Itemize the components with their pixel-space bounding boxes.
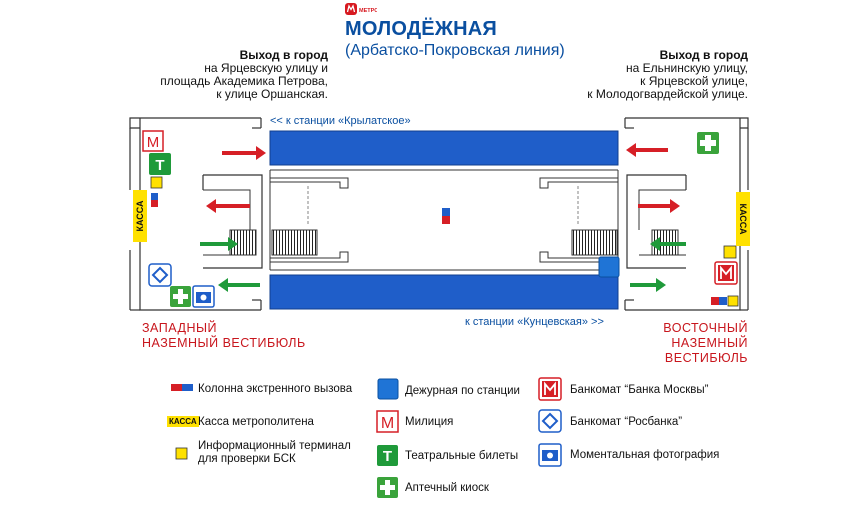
west-exit-line-1: на Ярцевскую улицу и — [204, 61, 328, 75]
pharmacy-icon — [697, 132, 719, 154]
exit-arrow-east-2 — [630, 278, 666, 292]
legend-theatre: Театральные билеты — [405, 450, 519, 462]
entry-arrow-west-1 — [222, 146, 266, 160]
east-exit-line-3: к Молодогвардейской улице. — [587, 87, 748, 101]
legend-pharmacy-icon — [377, 477, 398, 498]
track-bottom — [270, 275, 618, 309]
west-vestibule-label — [142, 321, 306, 351]
legend-kassa: Касса метрополитена — [198, 416, 314, 428]
west-stairs — [203, 175, 262, 268]
legend-duty-station-icon — [378, 379, 398, 399]
west-exit-heading: Выход в город — [239, 48, 328, 62]
west-exit-line-2: площадь Академика Петрова, — [160, 74, 328, 88]
west-vestibule-line-2: НАЗЕМНЫЙ ВЕСТИБЮЛЬ — [142, 336, 306, 350]
east-exit-line-1: на Ельнинскую улицу, — [625, 61, 748, 75]
east-exit-heading: Выход в город — [659, 48, 748, 62]
legend-atm-bank-moscow: Банкомат “Банка Москвы” — [570, 384, 709, 396]
theatre-tickets-icon — [149, 153, 171, 175]
east-exit-line-2: к Ярцевской улице, — [640, 74, 748, 88]
svg-text:Т: Т — [382, 448, 393, 465]
east-vestibule-line-1: ВОСТОЧНЫЙ — [663, 321, 748, 335]
entry-arrow-east-2 — [638, 199, 680, 213]
station-title: МОЛОДЁЖНАЯ — [345, 18, 498, 40]
svg-text:М: М — [146, 134, 160, 151]
atm-bank-moscow-icon — [715, 262, 737, 284]
legend-info-terminal-line-2: для проверки БСК — [198, 453, 296, 465]
east-vestibule-label — [598, 321, 748, 366]
legend-atm-bank-moscow-icon — [539, 378, 561, 400]
info-terminal-icon — [728, 296, 738, 306]
legend-police: Милиция — [405, 416, 454, 428]
legend-instant-photo: Моментальная фотография — [570, 449, 720, 461]
direction-krylatskoye: << к станции «Крылатское» — [270, 115, 411, 127]
kassa-west-label: КАССА — [135, 200, 145, 232]
legend-kassa-icon: КАССА — [169, 417, 197, 426]
police-icon — [143, 131, 163, 151]
atm-rosbank-icon — [149, 264, 171, 286]
legend-instant-photo-icon — [539, 444, 561, 466]
exit-arrow-west-2 — [218, 278, 260, 292]
legend-theatre-tickets-icon — [377, 445, 398, 466]
legend-pharmacy: Аптечный киоск — [405, 482, 489, 494]
kassa-east — [736, 192, 750, 246]
svg-text:М: М — [380, 415, 395, 432]
info-terminal-icon — [724, 246, 736, 258]
east-vestibule-line-2: НАЗЕМНЫЙ ВЕСТИБЮЛЬ — [664, 336, 748, 365]
instant-photo-icon — [193, 286, 214, 307]
legend-atm-rosbank-icon — [539, 410, 561, 432]
pharmacy-icon — [170, 286, 191, 307]
metro-logo-text: МЕТРО — [359, 8, 377, 14]
duty-station-icon — [599, 257, 619, 277]
legend-info-terminal-icon — [176, 448, 187, 459]
west-exit-line-3: к улице Оршанская. — [216, 87, 328, 101]
legend-emergency-icon — [171, 384, 193, 391]
legend-duty-station: Дежурная по станции — [405, 385, 520, 397]
direction-kuntsevskaya: к станции «Кунцевская» >> — [465, 316, 604, 328]
svg-text:Т: Т — [155, 157, 165, 174]
track-top — [270, 131, 618, 165]
east-stairs — [627, 175, 686, 268]
legend-police-icon — [377, 411, 398, 432]
west-vestibule-line-1: ЗАПАДНЫЙ — [142, 321, 218, 335]
kassa-west — [133, 190, 147, 242]
legend-atm-rosbank: Банкомат “Росбанка” — [570, 416, 683, 428]
line-subtitle: (Арбатско-Покровская линия) — [345, 42, 565, 59]
legend-info-terminal — [198, 440, 351, 466]
entry-arrow-east-1 — [626, 143, 668, 157]
emergency-column-icon — [442, 208, 450, 224]
kassa-east-label: КАССА — [738, 203, 748, 235]
info-terminal-icon — [151, 177, 162, 188]
entry-arrow-west-2 — [206, 199, 250, 213]
emergency-column-icon — [151, 193, 158, 207]
legend-info-terminal-line-1: Информационный терминал — [198, 440, 351, 452]
legend-emergency: Колонна экстренного вызова — [198, 383, 353, 395]
emergency-column-icon — [711, 297, 727, 305]
